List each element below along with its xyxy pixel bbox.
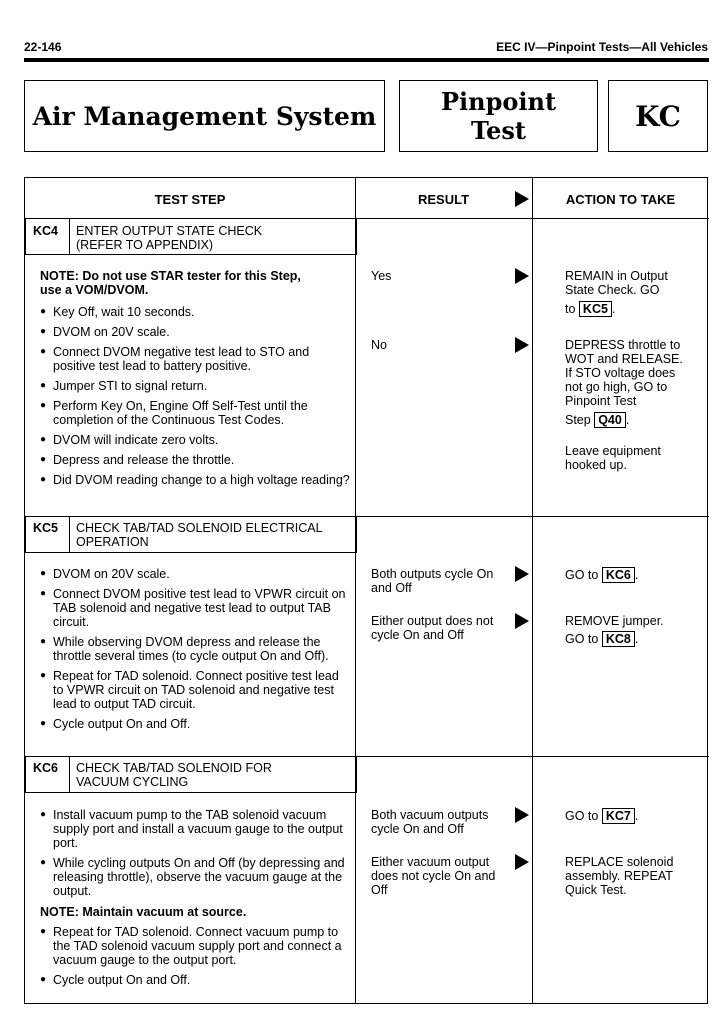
step-title-line: OPERATION — [76, 535, 149, 549]
arrow-right-icon — [515, 807, 529, 823]
kc5-steps — [40, 567, 350, 737]
action-text: to — [565, 302, 576, 316]
result-kc5-2: Either output does not cycle On and Off — [371, 614, 494, 642]
arrow-right-icon — [515, 268, 529, 284]
pinpoint-table — [24, 177, 708, 1004]
step-ref-kc8[interactable]: KC8 — [602, 631, 635, 647]
step-ref-kc5[interactable]: KC5 — [579, 301, 612, 317]
list-item: ● Key Off, wait 10 seconds. — [40, 305, 350, 319]
step-note: NOTE: Maintain vacuum at source. — [40, 905, 247, 919]
action-text: GO to — [565, 809, 599, 823]
list-item: ● Repeat for TAD solenoid. Connect positive test lead to VPWR circuit on TAD solenoid and negative test lead to output TAD circuit. — [40, 669, 350, 711]
list-item: ● Connect DVOM positive test lead to VPWR circuit on TAB solenoid and negative test lead to output TAB circuit. — [40, 587, 350, 629]
kc6-steps — [40, 808, 350, 904]
kc4-steps — [40, 305, 350, 493]
result-kc6-2: Either vacuum output does not cycle On and Off — [371, 855, 496, 897]
section-title: EEC IV—Pinpoint Tests—All Vehicles — [496, 40, 708, 54]
step-id-kc5: KC5 — [33, 521, 59, 535]
kc6-steps — [40, 925, 352, 993]
step-ref-kc6[interactable]: KC6 — [602, 567, 635, 583]
list-item: ● Did DVOM reading change to a high voltage reading? — [40, 473, 350, 487]
note-line: use a VOM/DVOM. — [40, 283, 149, 297]
list-item: ● Install vacuum pump to the TAB solenoid vacuum supply port and install a vacuum gauge to the output port. — [40, 808, 350, 850]
arrow-right-icon — [515, 854, 529, 870]
header-result: RESULT — [417, 192, 470, 207]
pinpoint-label: Pinpoint — [440, 87, 557, 116]
step-id-kc4: KC4 — [33, 224, 59, 238]
column-divider — [532, 178, 533, 1003]
action-kc6-1: GO to KC7 . — [565, 809, 639, 823]
list-item: ● Perform Key On, Engine Off Self-Test until the completion of the Continuous Test Codes. — [40, 399, 350, 427]
action-line: REMAIN in Output — [565, 269, 668, 283]
action-text: Step — [565, 413, 591, 427]
step-title-box — [25, 218, 357, 255]
arrow-right-icon — [515, 613, 529, 629]
list-item: ● Repeat for TAD solenoid. Connect vacuum pump to the TAD solenoid vacuum supply port and connect a vacuum gauge to the output port. — [40, 925, 352, 967]
arrow-right-icon — [515, 337, 529, 353]
step-id-kc6: KC6 — [33, 761, 59, 775]
header-test-step: TEST STEP — [154, 192, 226, 207]
step-title-line: CHECK TAB/TAD SOLENOID FOR — [76, 761, 272, 775]
action-text: GO to — [565, 568, 599, 582]
list-item: ● While cycling outputs On and Off (by depressing and releasing throttle), observe the vacuum gauge at the output. — [40, 856, 350, 898]
action-line: to KC5 . — [565, 302, 616, 316]
step-title-line: ENTER OUTPUT STATE CHECK — [76, 224, 263, 238]
action-line: REPLACE solenoid — [565, 855, 674, 869]
step-note — [40, 269, 301, 297]
action-line: WOT and RELEASE. — [565, 352, 683, 366]
action-line: Step Q40 . — [565, 413, 630, 427]
action-line: assembly. REPEAT — [565, 869, 673, 883]
step-title-line: CHECK TAB/TAD SOLENOID ELECTRICAL — [76, 521, 323, 535]
result-kc6-1: Both vacuum outputs cycle On and Off — [371, 808, 489, 836]
list-item: ● DVOM will indicate zero volts. — [40, 433, 350, 447]
result-yes: Yes — [371, 269, 392, 283]
column-divider — [355, 178, 356, 1003]
action-kc4-yes — [565, 269, 668, 317]
action-line: Pinpoint Test — [565, 394, 637, 408]
action-kc5-1: GO to KC6 . — [565, 568, 639, 582]
action-kc5-2 — [565, 614, 664, 647]
result-no: No — [371, 338, 387, 352]
action-line: REMOVE jumper. — [565, 614, 664, 628]
list-item: ● DVOM on 20V scale. — [40, 567, 350, 581]
system-title: Air Management System — [32, 101, 377, 131]
step-ref-q40[interactable]: Q40 — [594, 412, 626, 428]
action-kc6-2 — [565, 855, 673, 897]
action-line: State Check. GO — [565, 283, 660, 297]
system-title-box — [24, 80, 385, 152]
header-rule — [24, 58, 709, 62]
step-title-box — [25, 516, 357, 553]
list-item: ● Cycle output On and Off. — [40, 717, 350, 731]
action-line: not go high, GO to — [565, 380, 668, 394]
test-code: KC — [635, 99, 681, 133]
action-line: DEPRESS throttle to — [565, 338, 681, 352]
action-line: GO to KC8 . — [565, 632, 639, 646]
step-title-line: (REFER TO APPENDIX) — [76, 238, 214, 252]
arrow-right-icon — [515, 191, 529, 207]
arrow-right-icon — [515, 566, 529, 582]
action-line: Leave equipment — [565, 444, 661, 458]
pinpoint-test-box — [399, 80, 598, 152]
step-title-line: VACUUM CYCLING — [76, 775, 189, 789]
action-line: If STO voltage does — [565, 366, 676, 380]
list-item: ● Depress and release the throttle. — [40, 453, 350, 467]
action-text: GO to — [565, 632, 599, 646]
test-label: Test — [471, 116, 526, 145]
test-code-box — [608, 80, 708, 152]
list-item: ● Jumper STI to signal return. — [40, 379, 350, 393]
action-line: Quick Test. — [565, 883, 627, 897]
action-kc4-no — [565, 338, 683, 428]
action-line: hooked up. — [565, 458, 627, 472]
header-action: ACTION TO TAKE — [565, 192, 676, 207]
list-item: ● Cycle output On and Off. — [40, 973, 352, 987]
step-title-box — [25, 756, 357, 793]
action-kc4-leave — [565, 444, 661, 472]
note-line: NOTE: Do not use STAR tester for this Step, — [40, 269, 301, 283]
list-item: ● DVOM on 20V scale. — [40, 325, 350, 339]
list-item: ● Connect DVOM negative test lead to STO and positive test lead to battery positive. — [40, 345, 350, 373]
result-kc5-1: Both outputs cycle On and Off — [371, 567, 494, 595]
step-ref-kc7[interactable]: KC7 — [602, 808, 635, 824]
page-number: 22-146 — [24, 40, 62, 54]
list-item: ● While observing DVOM depress and release the throttle several times (to cycle output On and Off). — [40, 635, 350, 663]
